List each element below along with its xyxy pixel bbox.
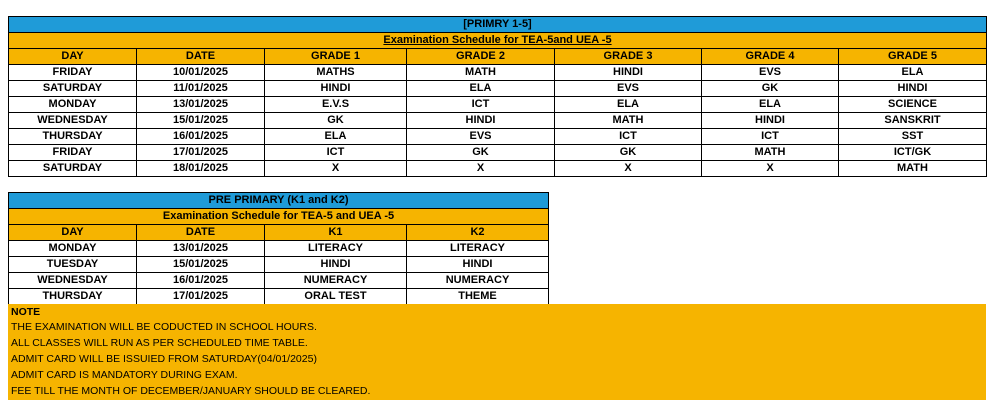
table-cell: 13/01/2025	[137, 97, 265, 113]
table-cell: FRIDAY	[9, 65, 137, 81]
table-cell: EVS	[702, 65, 839, 81]
table-row	[9, 81, 987, 97]
note-line: ADMIT CARD WILL BE ISSUIED FROM SATURDAY(04/01/2025)	[11, 353, 317, 365]
table-cell: HINDI	[555, 65, 702, 81]
column-header: DATE	[137, 225, 265, 241]
table-cell: MONDAY	[9, 97, 137, 113]
table-row	[9, 257, 549, 273]
primary-table-title: [PRIMRY 1-5]	[9, 17, 987, 33]
table-cell: GK	[407, 145, 555, 161]
primary-schedule-table	[8, 16, 987, 177]
note-title: NOTE	[11, 306, 41, 318]
table-cell: THURSDAY	[9, 129, 137, 145]
table-cell: SATURDAY	[9, 81, 137, 97]
table-cell: NUMERACY	[407, 273, 549, 289]
table-cell: X	[555, 161, 702, 177]
table-cell: ICT	[407, 97, 555, 113]
table-row	[9, 289, 549, 305]
table-cell: MATH	[407, 65, 555, 81]
table-cell: X	[265, 161, 407, 177]
table-row	[9, 97, 987, 113]
column-header: GRADE 4	[702, 49, 839, 65]
note-line: ALL CLASSES WILL RUN AS PER SCHEDULED TIME TABLE.	[11, 337, 308, 349]
table-cell: 13/01/2025	[137, 241, 265, 257]
table-cell: 15/01/2025	[137, 257, 265, 273]
preprimary-schedule-table	[8, 192, 549, 305]
table-cell: 16/01/2025	[137, 129, 265, 145]
table-cell: 15/01/2025	[137, 113, 265, 129]
table-cell: MATH	[555, 113, 702, 129]
table-cell: HINDI	[839, 81, 987, 97]
table-cell: LITERACY	[265, 241, 407, 257]
preprimary-table-title: PRE PRIMARY (K1 and K2)	[9, 193, 549, 209]
table-cell: MONDAY	[9, 241, 137, 257]
table-cell: 17/01/2025	[137, 289, 265, 305]
table-row	[9, 273, 549, 289]
table-cell: ELA	[265, 129, 407, 145]
table-cell: LITERACY	[407, 241, 549, 257]
table-cell: X	[407, 161, 555, 177]
column-header: DAY	[9, 49, 137, 65]
column-header: DAY	[9, 225, 137, 241]
table-cell: TUESDAY	[9, 257, 137, 273]
primary-header-row	[9, 49, 987, 65]
table-cell: HINDI	[702, 113, 839, 129]
table-cell: ELA	[839, 65, 987, 81]
table-cell: THURSDAY	[9, 289, 137, 305]
table-row	[9, 113, 987, 129]
table-cell: HINDI	[407, 257, 549, 273]
table-cell: SATURDAY	[9, 161, 137, 177]
table-cell: 11/01/2025	[137, 81, 265, 97]
table-cell: ICT	[265, 145, 407, 161]
column-header: GRADE 1	[265, 49, 407, 65]
table-cell: ICT	[555, 129, 702, 145]
table-cell: 10/01/2025	[137, 65, 265, 81]
table-cell: MATHS	[265, 65, 407, 81]
table-cell: 18/01/2025	[137, 161, 265, 177]
preprimary-header-row	[9, 225, 549, 241]
column-header: K2	[407, 225, 549, 241]
table-cell: ICT	[702, 129, 839, 145]
table-cell: 16/01/2025	[137, 273, 265, 289]
table-cell: SST	[839, 129, 987, 145]
column-header: K1	[265, 225, 407, 241]
table-cell: WEDNESDAY	[9, 113, 137, 129]
table-cell: MATH	[702, 145, 839, 161]
table-cell: SANSKRIT	[839, 113, 987, 129]
table-cell: GK	[555, 145, 702, 161]
table-cell: MATH	[839, 161, 987, 177]
table-cell: HINDI	[265, 81, 407, 97]
table-cell: WEDNESDAY	[9, 273, 137, 289]
table-cell: ORAL TEST	[265, 289, 407, 305]
table-cell: ELA	[702, 97, 839, 113]
table-cell: ICT/GK	[839, 145, 987, 161]
note-line: THE EXAMINATION WILL BE CODUCTED IN SCHOOL HOURS.	[11, 321, 317, 333]
table-cell: EVS	[407, 129, 555, 145]
table-cell: ELA	[555, 97, 702, 113]
note-line: FEE TILL THE MONTH OF DECEMBER/JANUARY SHOULD BE CLEARED.	[11, 385, 371, 397]
table-cell: NUMERACY	[265, 273, 407, 289]
primary-table-subtitle: Examination Schedule for TEA-5and UEA -5	[9, 33, 987, 49]
table-row	[9, 161, 987, 177]
table-cell: HINDI	[407, 113, 555, 129]
table-cell: ELA	[407, 81, 555, 97]
table-cell: GK	[265, 113, 407, 129]
table-cell: HINDI	[265, 257, 407, 273]
note-box	[8, 304, 986, 400]
note-line: ADMIT CARD IS MANDATORY DURING EXAM.	[11, 369, 238, 381]
table-cell: THEME	[407, 289, 549, 305]
table-cell: GK	[702, 81, 839, 97]
table-cell: E.V.S	[265, 97, 407, 113]
table-row	[9, 65, 987, 81]
column-header: GRADE 3	[555, 49, 702, 65]
table-cell: FRIDAY	[9, 145, 137, 161]
table-row	[9, 145, 987, 161]
table-cell: 17/01/2025	[137, 145, 265, 161]
preprimary-table-subtitle: Examination Schedule for TEA-5 and UEA -5	[9, 209, 549, 225]
table-cell: X	[702, 161, 839, 177]
column-header: GRADE 5	[839, 49, 987, 65]
column-header: DATE	[137, 49, 265, 65]
table-row	[9, 129, 987, 145]
table-row	[9, 241, 549, 257]
column-header: GRADE 2	[407, 49, 555, 65]
table-cell: SCIENCE	[839, 97, 987, 113]
table-cell: EVS	[555, 81, 702, 97]
